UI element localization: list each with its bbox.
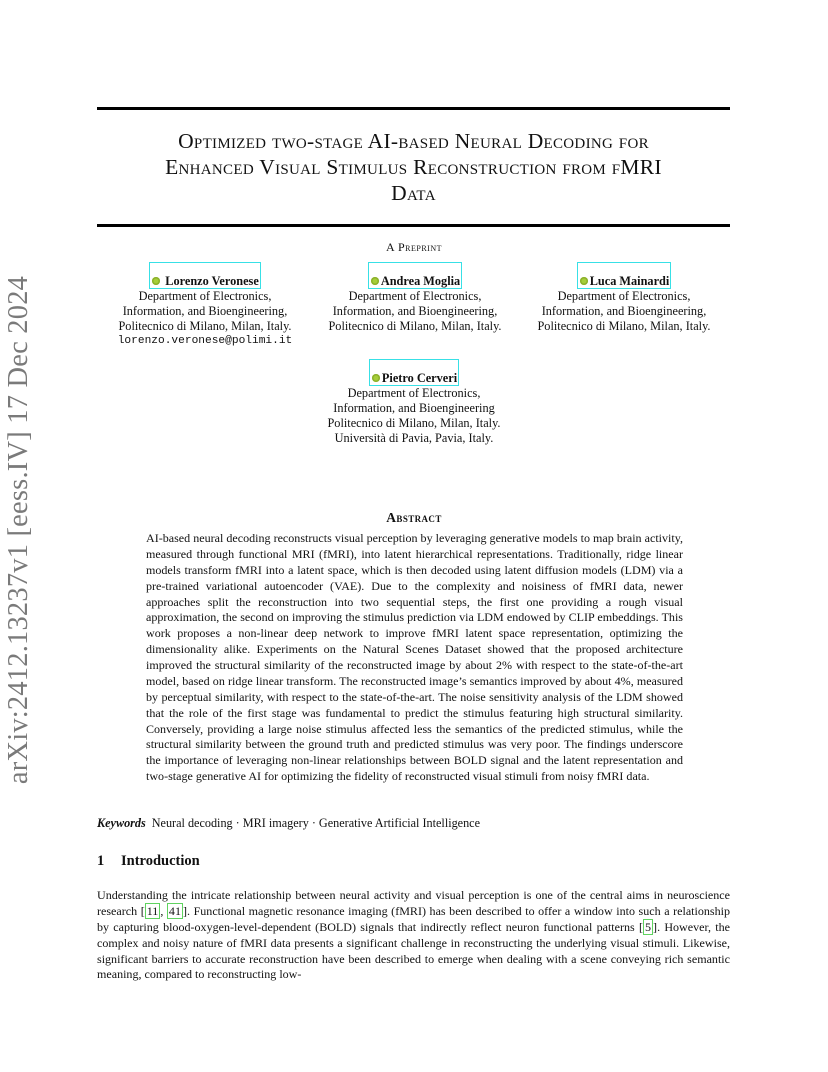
title-line: Optimized two-stage AI-based Neural Decoding for [178,129,649,153]
affiliation-line: Information, and Bioengineering, [122,304,288,318]
author-name-link[interactable] [369,359,459,386]
affiliation-line: Università di Pavia, Pavia, Italy. [334,431,494,445]
title-line: Enhanced Visual Stimulus Reconstruction from fMRI [165,155,662,179]
intro-paragraph: Understanding the intricate relationship between neural activity and visual perception is one of the central aims in neuroscience research [ 11 , 41 ]. Functional magnetic resonance imaging (fMRI) has been described to offer a window into such a relationship by capturing blood-oxygen-level-dependent (BOLD) signals that indirectly reflect neuron functional patterns [ 5 ]. However, the complex and noisy nature of fMRI data presents a significant challenge in reconstructing the underlying visual stimuli. Likewise, significant barriers to accurate reconstruction have been described to emerge when dealing with a scene conveying rich semantic meaning, compared to reconstructing low- [97,888,730,982]
orcid-icon[interactable] [371,277,379,285]
abstract-heading: Abstract [386,510,442,525]
title-rule-top [97,107,730,110]
section-number: 1 [97,853,105,869]
orcid-icon[interactable] [580,277,588,285]
author-name-link[interactable] [577,262,672,289]
keywords-text: Neural decoding · MRI imagery · Generative Artificial Intelligence [151,816,481,830]
paper-title [97,128,730,206]
citation-link[interactable]: 5 [645,919,652,934]
intro-text: . Functional magnetic resonance imaging (fMRI) has been described to offer a window into such a relationship by capturing blood-oxygen-level-dependent (BOLD) signals that indirectly reflect neuron functional patterns [97,903,730,934]
author-email[interactable]: lorenzo.veronese@polimi.it [117,335,293,347]
author-name-link[interactable] [149,262,261,289]
author-name-link[interactable] [368,262,462,289]
affiliation-line: Information, and Bioengineering [333,401,495,415]
title-rule-bottom [97,224,730,227]
author-block [309,359,519,446]
affiliation-line: Politecnico di Milano, Milan, Italy. [328,319,502,333]
section-title: Introduction [121,853,200,869]
section-heading [97,853,200,870]
author-block [519,262,729,334]
arxiv-identifier: arXiv:2412.13237v1 [eess.IV] 17 Dec 2024 [3,275,34,785]
author-block [100,262,310,349]
orcid-icon[interactable] [152,277,160,285]
author-name: Luca Mainardi [589,274,670,288]
affiliation-line: Department of Electronics, [347,386,481,400]
affiliation-line: Politecnico di Milano, Milan, Italy. [537,319,711,333]
intro-text: Understanding the intricate relationship between neural activity and visual perception is one of the central aims in neuroscience research [97,888,730,918]
author-block [310,262,520,334]
affiliation-line: Department of Electronics, [557,289,691,303]
orcid-icon[interactable] [372,374,380,382]
preprint-label: A Preprint [385,240,442,254]
affiliation-line: Politecnico di Milano, Milan, Italy. [118,319,292,333]
affiliation-line: Politecnico di Milano, Milan, Italy. [327,416,501,430]
author-name: Lorenzo Veronese [165,274,259,288]
citation-link[interactable]: 11 [146,903,159,918]
intro-text: . However, the complex and noisy nature of fMRI data presents a significant challenge in reconstructing the underlying visual stimuli. Likewise, significant barriers to accurate reconstruction have been described to emerge when dealing with a scene conveying rich semantic meaning, compared to reconstructing low- [97,919,730,982]
author-name: Andrea Moglia [380,274,461,288]
author-name: Pietro Cerveri [381,371,458,385]
citation-link[interactable]: 41 [168,903,181,918]
citation-separator: , [160,903,167,918]
affiliation-line: Department of Electronics, [348,289,482,303]
keywords-line [97,816,730,831]
affiliation-line: Information, and Bioengineering, [541,304,707,318]
abstract-text: AI-based neural decoding reconstructs visual perception by leveraging generative models to map brain activity, measured through functional MRI (fMRI), into latent hierarchical representations. Traditionally, ridge linear models transform fMRI into a latent space, which is then decoded using latent diffusion models (LDM) via a pre-trained variational autoencoder (VAE). Due to the complexity and noisiness of fMRI data, newer approaches split the reconstruction into two sequential steps, the first one providing a rough visual approximation, the second on improving the stimulus prediction via LDM endowed by CLIP embeddings. This work proposes a non-linear deep network to improve fMRI latent space representation, optimizing the dimensionality alike. Experiments on the Natural Scenes Dataset showed that the proposed architecture improved the structural similarity of the reconstructed image by about 2% with respect to the state-of-the-art model, based on ridge linear transform. The reconstructed image’s semantics improved by about 4%, measured by perceptual similarity, with respect to the state-of-the-art. The noise sensitivity analysis of the LDM showed that the role of the first stage was fundamental to predict the stimulus featuring high structural similarity. Conversely, providing a large noise stimulus affected less the semantics of the predicted stimulus, while the structural similarity between the ground truth and predicted stimulus was very poor. The findings underscore the importance of leveraging non-linear relationships between BOLD signal and the latent representation and two-stage generative AI for optimizing the fidelity of reconstructed visual stimuli from noisy fMRI data. [146,531,683,784]
keywords-label: Keywords [97,816,146,830]
affiliation-line: Department of Electronics, [138,289,272,303]
title-line: Data [391,181,436,205]
affiliation-line: Information, and Bioengineering, [332,304,498,318]
